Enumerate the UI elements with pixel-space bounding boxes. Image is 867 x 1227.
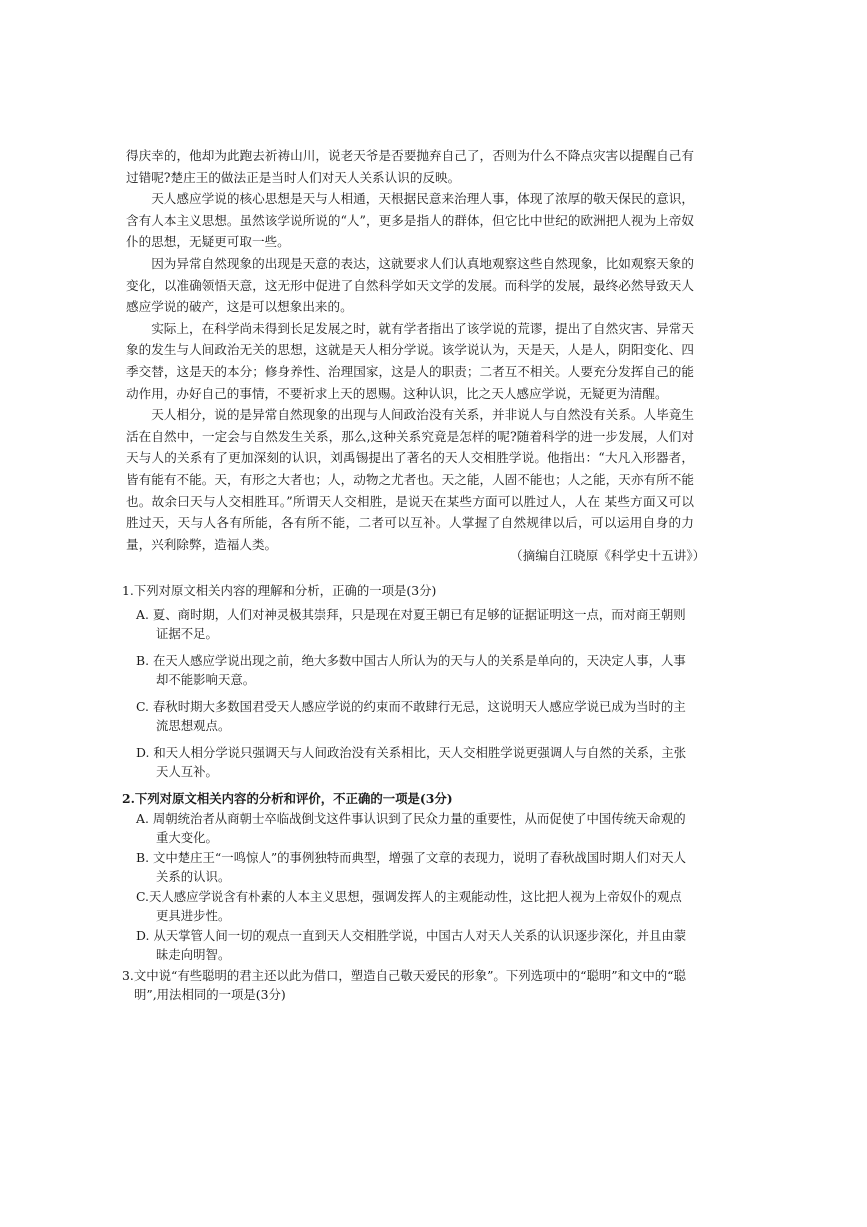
question-list: [122, 581, 694, 1004]
question-3: [122, 966, 694, 1004]
passage-paragraph-5: 天人相分，说的是异常自然现象的出现与人间政治没有关系，并非说人与自然没有关系。人毕竟生活在自然中，一定会与自然发生关系，那么,这种关系究竟是怎样的呢?随着科学的进一步发展，人们对天与人的关系有了更加深刻的认识，刘禹锡提出了著名的天人交相胜学说。他指出：“大凡入形器者，皆有能有不能。天，有形之大者也；人，动物之尤者也。天之能，人固不能也；人之能，天亦有所不能也。故余曰天与人交相胜耳。”所谓天人交相胜，是说天在某些方面可以胜过人，人在 某些方面又可以胜过天，天与人各有所能，各有所不能，二者可以互补。人掌握了自然规律以后，可以运用自身的力量，兴利除弊，造福人类。: [126, 407, 694, 552]
passage-paragraph-1: 得庆幸的，他却为此跑去祈祷山川，说老天爷是否要抛弃自己了，否则为什么不降点灾害以提醒自己有过错呢?楚庄王的做法正是当时人们对天人关系认识的反映。: [126, 148, 694, 185]
question-1-option-a: A. 夏、商时期，人们对神灵极其崇拜，只是现在对夏王朝已有足够的证据证明这一点，而对商王朝则证据不足。: [136, 607, 686, 641]
question-1: [122, 581, 694, 781]
question-3-stem: 3.文中说“有些聪明的君主还以此为借口，塑造自己敬天爱民的形象”。下列选项中的“聪明”和文中的“聪明”,用法相同的一项是(3分): [122, 968, 686, 1002]
passage-paragraph-4: 实际上，在科学尚未得到长足发展之时，就有学者指出了该学说的荒谬，提出了自然灾害、异常天象的发生与人间政治无关的思想，这就是天人相分学说。该学说认为，天是天，人是人，阴阳变化、四季交替，这是天的本分；修身养性、治理国家，这是人的职责；二者互不相关。人要充分发挥自己的能动作用，办好自己的事情，不要祈求上天的恩赐。这种认识，比之天人感应学说，无疑更为清醒。: [126, 320, 694, 401]
passage-paragraph-3: 因为异常自然现象的出现是天意的表达，这就要求人们认真地观察这些自然现象，比如观察天象的变化，以准确领悟天意，这无形中促进了自然科学如天文学的发展。而科学的发展，最终必然导致天人感应学说的破产，这是可以想象出来的。: [126, 255, 694, 315]
question-2-stem: 2.下列对原文相关内容的分析和评价，不正确的一项是(3分): [122, 791, 453, 806]
passage-source: （摘编自江晓原《科学史十五讲》）: [510, 548, 706, 563]
passage-paragraph-2: 天人感应学说的核心思想是天与人相通，天根据民意来治理人事，体现了浓厚的敬天保民的意识，含有人本主义思想。虽然该学说所说的“人”，更多是指人的群体，但它比中世纪的欧洲把人视为上帝奴仆的思想，无疑更可取一些。: [126, 191, 694, 250]
question-2-option-a: A. 周朝统治者从商朝士卒临战倒戈这件事认识到了民众力量的重要性，从而促使了中国传统天命观的重大变化。: [136, 811, 686, 845]
question-2-option-b: B. 文中楚庄王“一鸣惊人”的事例独特而典型，增强了文章的表现力，说明了春秋战国时期人们对天人关系的认识。: [136, 850, 687, 884]
question-1-option-b: B. 在天人感应学说出现之前，绝大多数中国古人所认为的天与人的关系是单向的，天决定人事，人事却不能影响天意。: [136, 653, 686, 687]
reading-passage: [126, 145, 694, 555]
question-1-option-d: D. 和天人相分学说只强调天与人间政治没有关系相比，天人交相胜学说更强调人与自然的关系，主张天人互补。: [136, 745, 687, 779]
question-1-stem: 1.下列对原文相关内容的理解和分析，正确的一项是(3分): [122, 583, 437, 598]
question-2-option-c: C.天人感应学说含有朴素的人本主义思想，强调发挥人的主观能动性，这比把人视为上帝奴仆的观点更具进步性。: [136, 889, 682, 923]
question-1-option-c: C. 春秋时期大多数国君受天人感应学说的约束而不敢肆行无忌，这说明天人感应学说已成为当时的主流思想观点。: [136, 699, 686, 733]
question-2-option-d: D. 从天掌管人间一切的观点一直到天人交相胜学说，中国古人对天人关系的认识逐步深化，并且由蒙昧走向明智。: [136, 928, 687, 962]
question-2: [122, 789, 694, 964]
